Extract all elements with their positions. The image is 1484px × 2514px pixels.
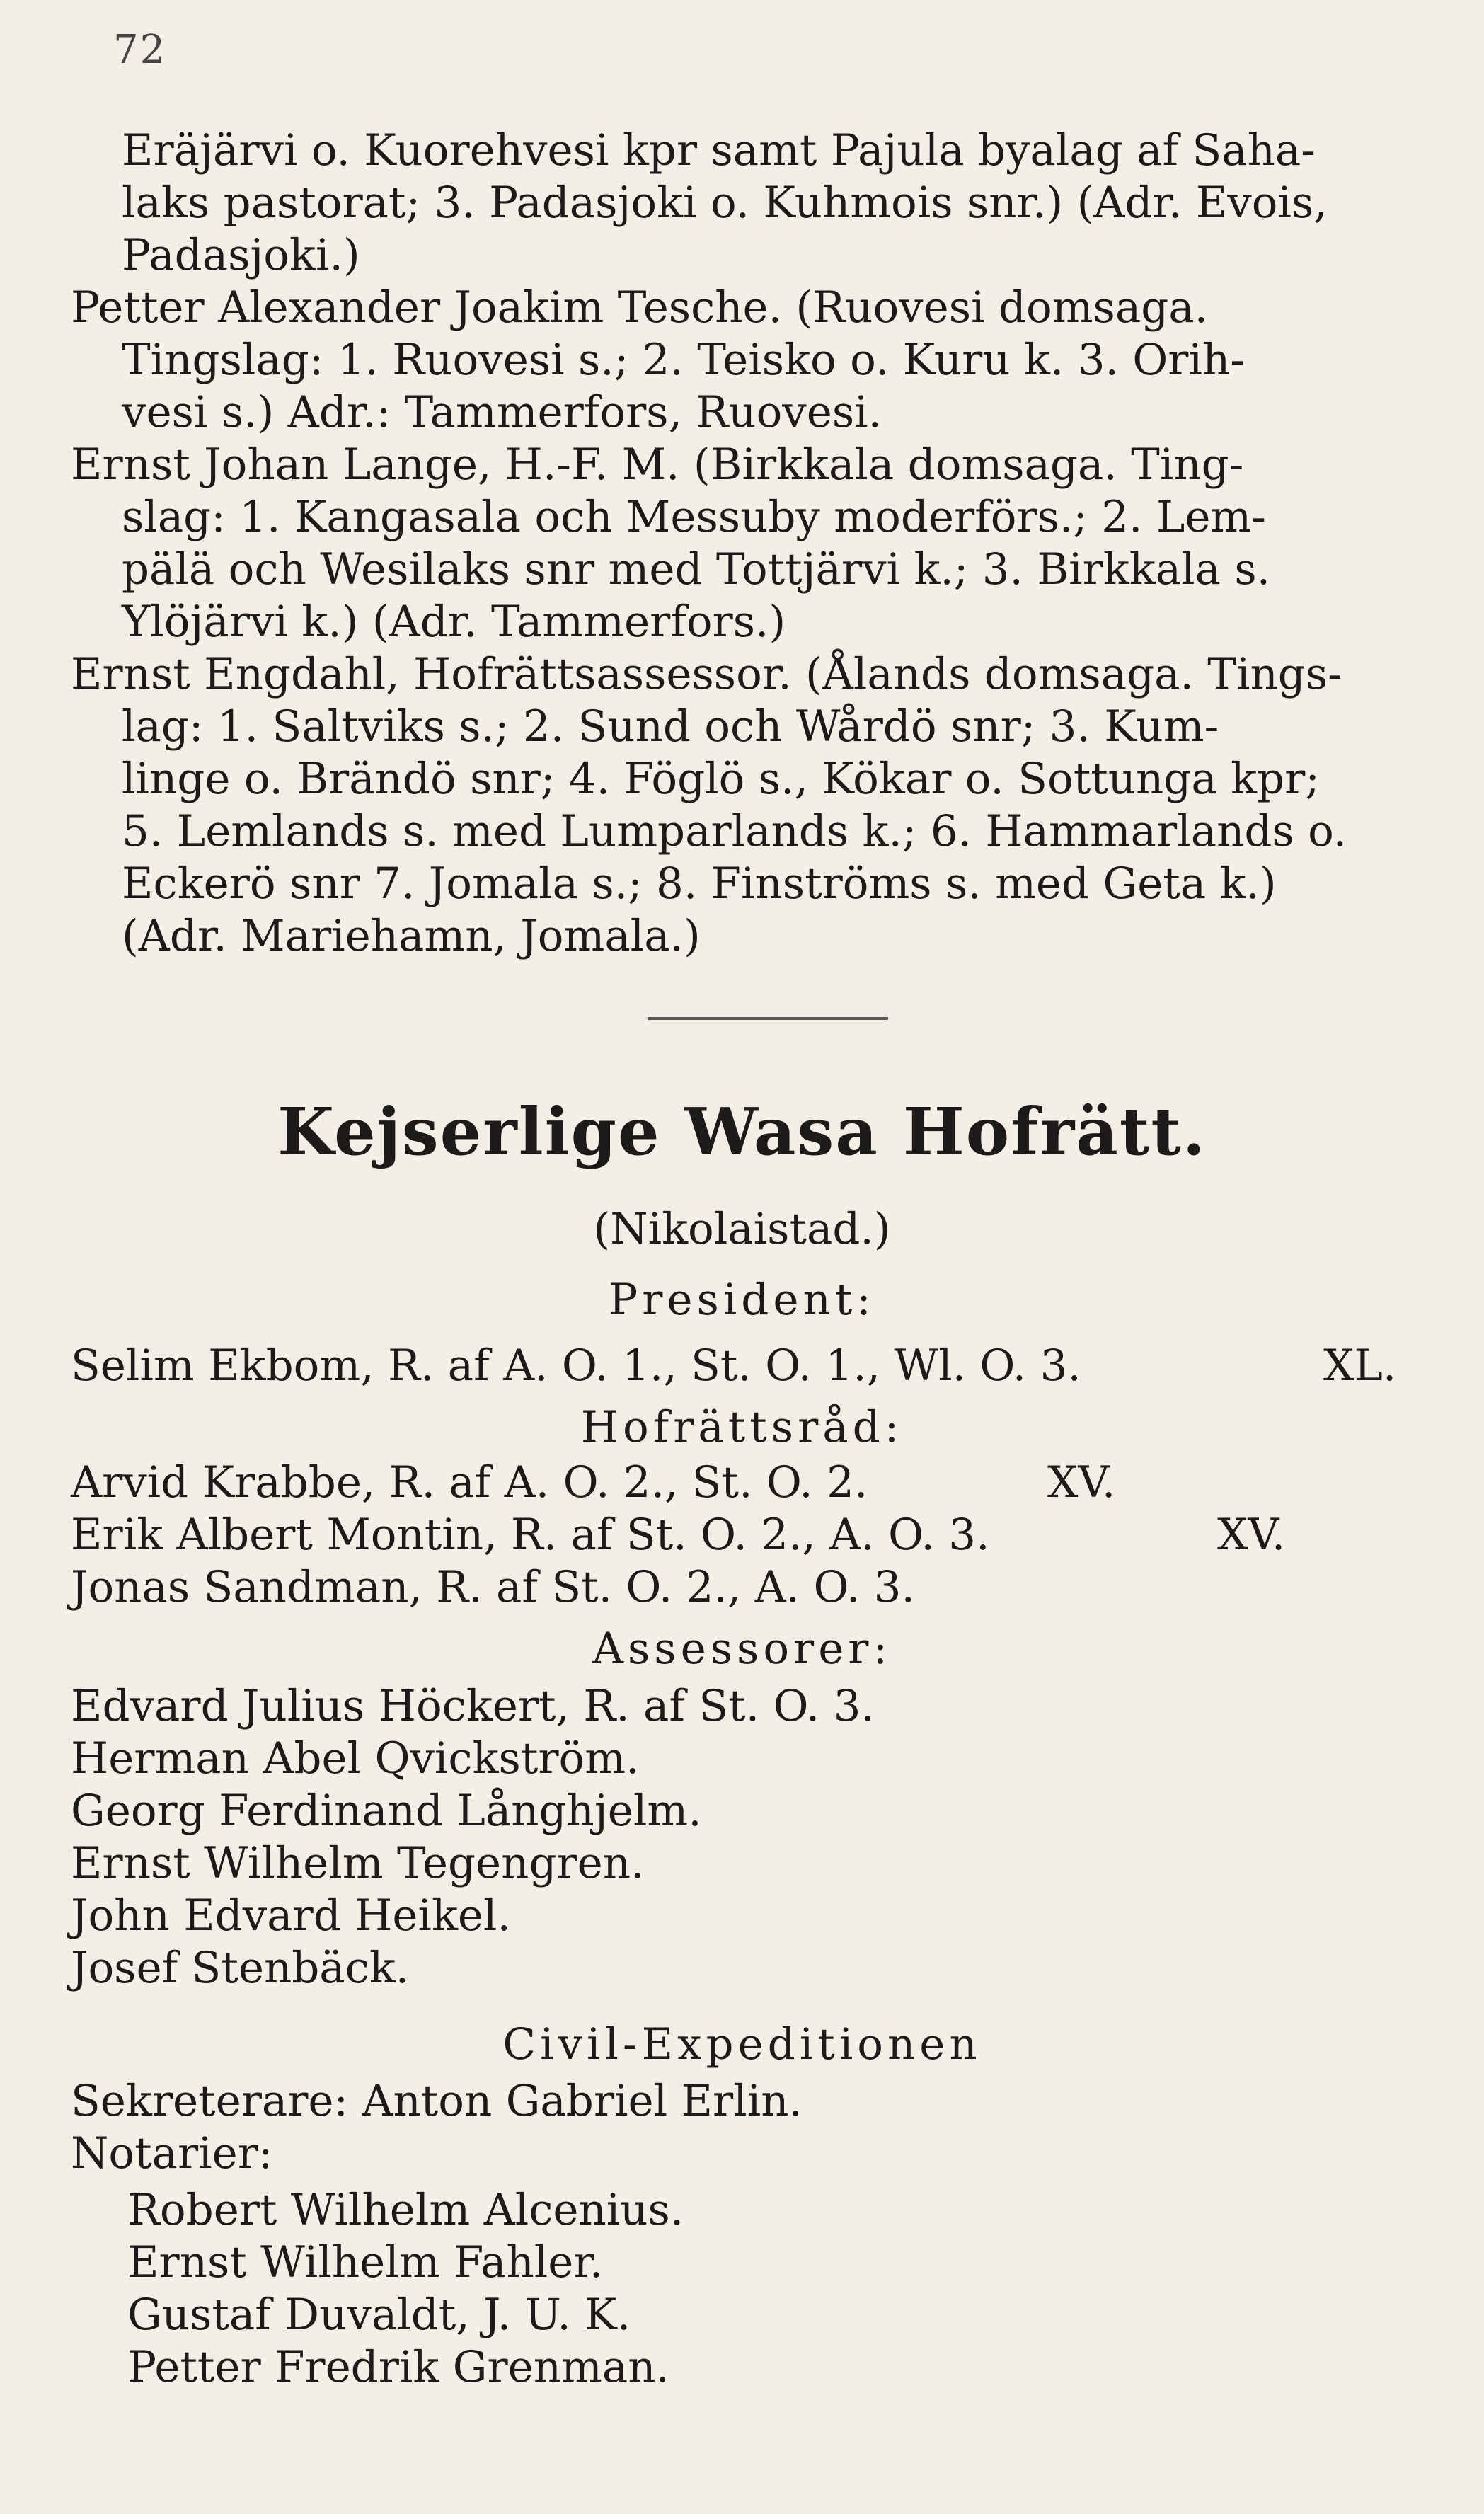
- civil-expeditionen-label: Civil-Expeditionen: [502, 2019, 982, 2070]
- hofrattsrad-member: Jonas Sandman, R. af St. O. 2., A. O. 3.: [71, 1562, 915, 1612]
- assessor: Ernst Wilhelm Tegengren.: [71, 1838, 645, 1888]
- intro-line: lag: 1. Saltviks s.; 2. Sund och Wårdö snr; 3. Kum-: [122, 701, 1219, 752]
- hofrattsrad-label: Hofrättsråd:: [580, 1402, 904, 1452]
- president-class: XL.: [1323, 1341, 1397, 1391]
- assessor: Georg Ferdinand Långhjelm.: [71, 1786, 702, 1836]
- hofrattsrad-member: Arvid Krabbe, R. af A. O. 2., St. O. 2.: [71, 1457, 868, 1508]
- section-subheading: (Nikolaistad.): [593, 1204, 891, 1254]
- intro-line: Ylöjärvi k.) (Adr. Tammerfors.): [122, 597, 786, 647]
- president-label: President:: [609, 1275, 875, 1325]
- assessor: Josef Stenbäck.: [71, 1943, 410, 1993]
- intro-line: Eckerö snr 7. Jomala s.; 8. Finströms s. med Geta k.): [122, 859, 1277, 909]
- intro-line: 5. Lemlands s. med Lumparlands k.; 6. Hammarlands o.: [122, 806, 1347, 856]
- hofrattsrad-member: Erik Albert Montin, R. af St. O. 2., A. O. 3.: [71, 1510, 990, 1560]
- notarie: Ernst Wilhelm Fahler.: [127, 2237, 604, 2288]
- president-name: Selim Ekbom, R. af A. O. 1., St. O. 1., Wl. O. 3.: [71, 1341, 1081, 1391]
- section-divider: [648, 1017, 888, 1020]
- intro-line: (Adr. Mariehamn, Jomala.): [122, 911, 701, 961]
- intro-line: linge o. Brändö snr; 4. Föglö s., Kökar o. Sottunga kpr;: [122, 754, 1320, 804]
- intro-line: Ernst Johan Lange, H.-F. M. (Birkkala domsaga. Ting-: [71, 440, 1244, 490]
- page-number: 72: [113, 27, 167, 73]
- intro-line: laks pastorat; 3. Padasjoki o. Kuhmois snr.) (Adr. Evois,: [122, 178, 1328, 228]
- intro-line: Tingslag: 1. Ruovesi s.; 2. Teisko o. Kuru k. 3. Orih-: [122, 335, 1245, 385]
- notarie: Petter Fredrik Grenman.: [127, 2342, 669, 2392]
- intro-line: Petter Alexander Joakim Tesche. (Ruovesi domsaga.: [71, 282, 1209, 333]
- assessorer-label: Assessorer:: [592, 1624, 892, 1674]
- intro-line: Padasjoki.): [122, 230, 360, 280]
- intro-line: Eräjärvi o. Kuorehvesi kpr samt Pajula byalag af Saha-: [122, 125, 1316, 176]
- intro-line: pälä och Wesilaks snr med Tottjärvi k.; 3. Birkkala s.: [122, 544, 1271, 595]
- section-heading: Kejserlige Wasa Hofrätt.: [277, 1094, 1207, 1170]
- hofrattsrad-class: XV.: [1047, 1457, 1116, 1508]
- assessor: John Edvard Heikel.: [71, 1890, 511, 1941]
- intro-line: Ernst Engdahl, Hofrättsassessor. (Ålands domsaga. Tings-: [71, 649, 1342, 699]
- assessor: Herman Abel Qvickström.: [71, 1733, 640, 1784]
- notarie: Robert Wilhelm Alcenius.: [127, 2185, 684, 2235]
- sekreterare: Sekreterare: Anton Gabriel Erlin.: [71, 2076, 803, 2126]
- hofrattsrad-class: XV.: [1217, 1510, 1286, 1560]
- notarier-label: Notarier:: [71, 2128, 273, 2179]
- intro-line: vesi s.) Adr.: Tammerfors, Ruovesi.: [122, 387, 882, 437]
- notarie: Gustaf Duvaldt, J. U. K.: [127, 2290, 631, 2340]
- assessor: Edvard Julius Höckert, R. af St. O. 3.: [71, 1681, 875, 1731]
- intro-line: slag: 1. Kangasala och Messuby moderförs.; 2. Lem-: [122, 492, 1266, 542]
